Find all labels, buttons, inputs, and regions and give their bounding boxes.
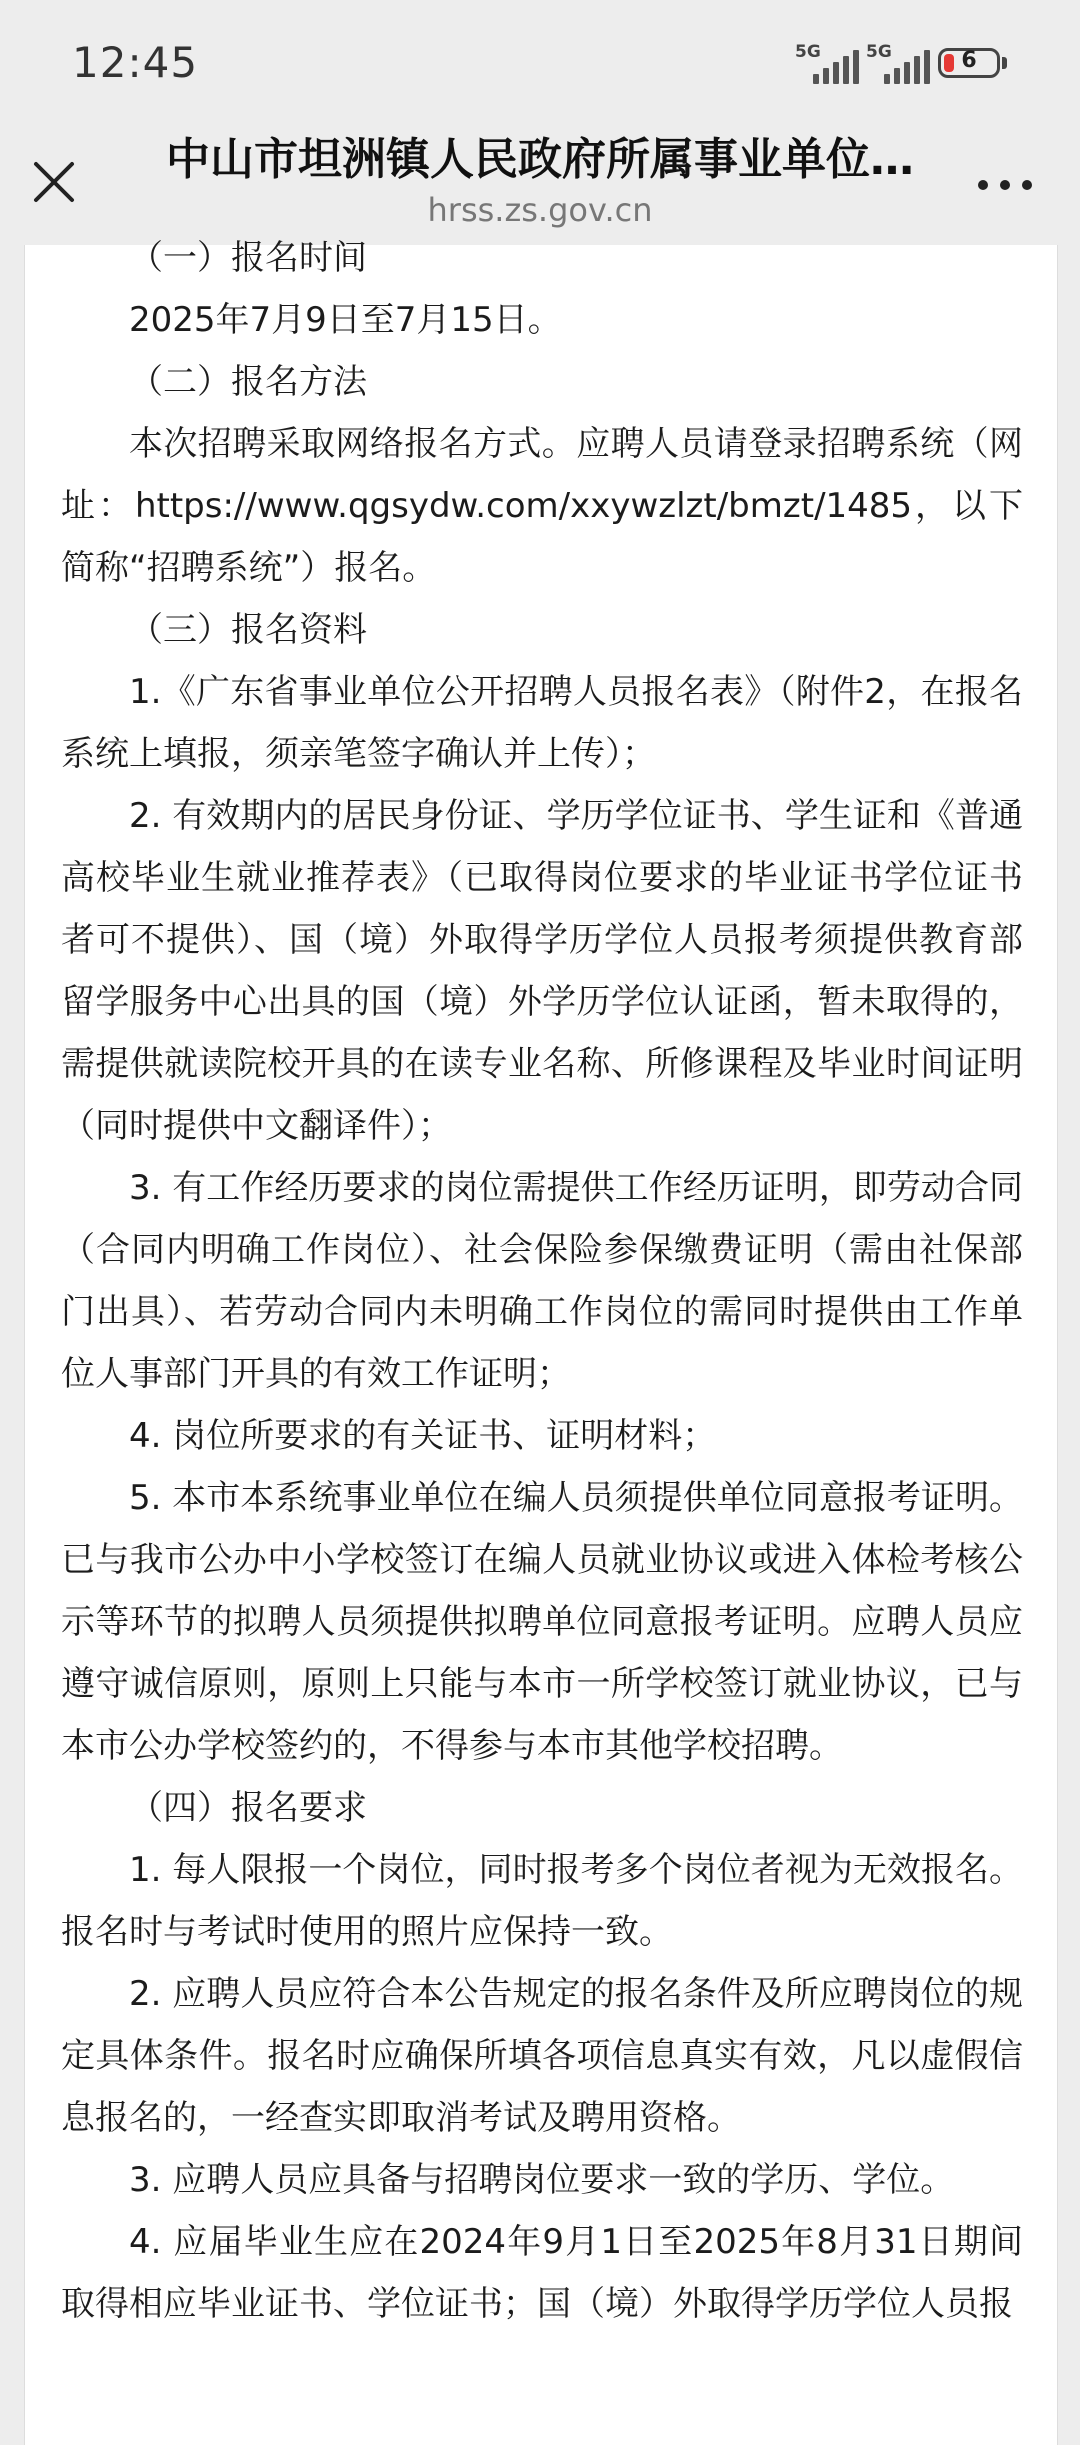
battery-icon <box>938 48 1000 78</box>
page-title: 中山市坦洲镇人民政府所属事业单位… <box>166 134 914 185</box>
network-type-label: 5G <box>866 42 892 62</box>
status-time: 12:45 <box>72 38 199 87</box>
section-heading: （四）报名要求 <box>129 1788 367 1828</box>
section-heading: （二）报名方法 <box>129 362 367 402</box>
close-icon <box>22 150 86 214</box>
article-paragraph: 1.《广东省事业单位公开招聘人员报名表》（附件2，在报名系统上填报，须亲笔签字确认并上传）； <box>61 672 1023 774</box>
close-button[interactable] <box>22 150 86 214</box>
more-options-button[interactable] <box>970 165 1040 205</box>
article-paragraph: 3. 应聘人员应具备与招聘岗位要求一致的学历、学位。 <box>129 2160 955 2200</box>
section-heading: （三）报名资料 <box>129 610 367 650</box>
signal-icon <box>795 44 859 84</box>
status-bar <box>0 0 1080 130</box>
section-heading: （一）报名时间 <box>129 238 367 278</box>
article-paragraph: 2. 有效期内的居民身份证、学历学位证书、学生证和《普通高校毕业生就业推荐表》（已取得岗位要求的毕业证书学位证书者可不提供）、国（境）外取得学历学位人员报考须提供教育部留学服务中心出具的国（境）外学历学位认证函，暂未取得的，需提供就读院校开具的在读专业名称、所修课程及毕业时间证明（同时提供中文翻译件）； <box>61 796 1023 1146</box>
article-paragraph: 1. 每人限报一个岗位，同时报考多个岗位者视为无效报名。报名时与考试时使用的照片应保持一致。 <box>61 1850 1023 1952</box>
battery-level-text: 6 <box>961 48 977 73</box>
more-dots-icon <box>970 165 1040 205</box>
signal-icon <box>866 44 930 84</box>
article-paragraph: 4. 应届毕业生应在2024年9月1日至2025年8月31日期间取得相应毕业证书、学位证书；国（境）外取得学历学位人员报 <box>61 2222 1023 2324</box>
battery-tip <box>1002 57 1007 69</box>
article-card <box>24 238 1058 2445</box>
article-body <box>61 238 1023 2335</box>
article-paragraph: 2025年7月9日至7月15日。 <box>129 300 562 340</box>
article-paragraph: 3. 有工作经历要求的岗位需提供工作经历证明，即劳动合同（合同内明确工作岗位）、社会保险参保缴费证明（需由社保部门出具）、若劳动合同内未明确工作岗位的需同时提供由工作单位人事部门开具的有效工作证明； <box>61 1168 1023 1394</box>
network-type-label: 5G <box>795 42 821 62</box>
article-paragraph: 4. 岗位所要求的有关证书、证明材料； <box>129 1416 717 1456</box>
article-paragraph: 5. 本市本系统事业单位在编人员须提供单位同意报考证明。已与我市公办中小学校签订在编人员就业协议或进入体检考核公示等环节的拟聘人员须提供拟聘单位同意报考证明。应聘人员应遵守诚信原则，原则上只能与本市一所学校签订就业协议，已与本市公办学校签约的，不得参与本市其他学校招聘。 <box>61 1478 1023 1766</box>
article-paragraph: 本次招聘采取网络报名方式。应聘人员请登录招聘系统（网址：https://www.qgsydw.com/xxywzlzt/bmzt/1485，以下简称“招聘系统”）报名。 <box>61 424 1023 588</box>
article-paragraph: 2. 应聘人员应符合本公告规定的报名条件及所应聘岗位的规定具体条件。报名时应确保所填各项信息真实有效，凡以虚假信息报名的，一经查实即取消考试及聘用资格。 <box>61 1974 1023 2138</box>
page-url: hrss.zs.gov.cn <box>427 191 653 229</box>
